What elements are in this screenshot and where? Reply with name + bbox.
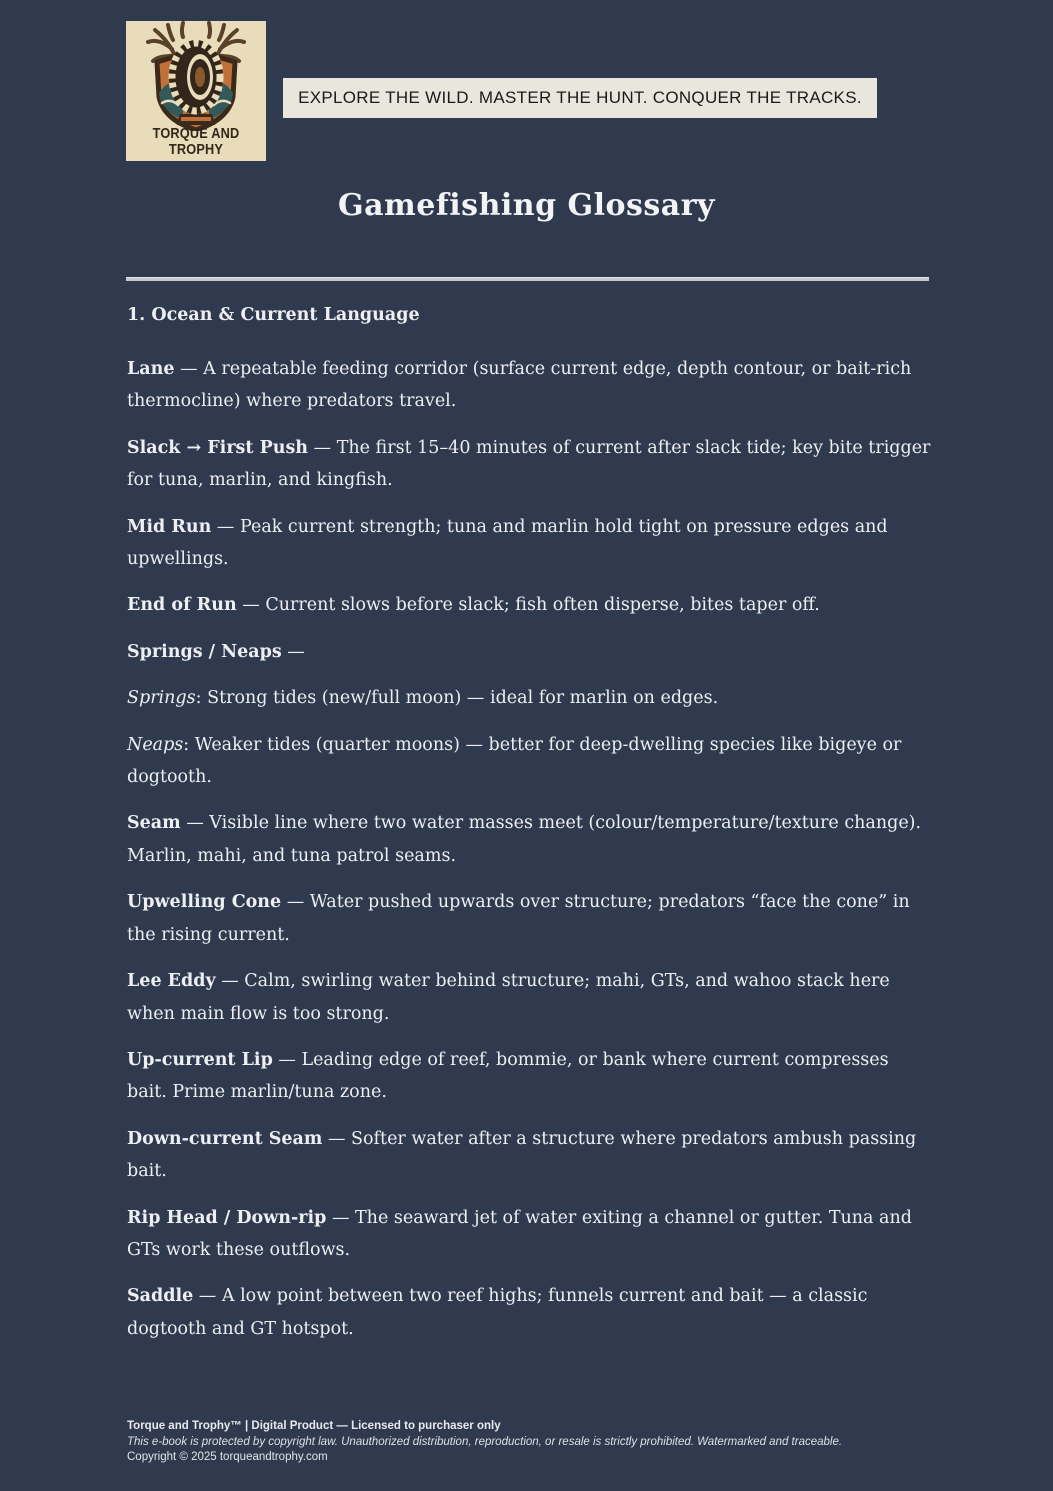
glossary-term: Down-current Seam — [127, 1128, 323, 1149]
glossary-separator: — — [272, 1049, 302, 1070]
glossary-content — [127, 303, 933, 1359]
glossary-entry — [127, 965, 933, 1030]
glossary-entry — [127, 1202, 933, 1267]
glossary-separator: — — [211, 516, 240, 537]
glossary-entry — [127, 432, 933, 497]
glossary-term: End of Run — [127, 595, 237, 616]
glossary-separator: — — [326, 1207, 355, 1228]
glossary-separator: — — [236, 595, 266, 616]
glossary-definition: Water pushed upwards over structure; predators “face the cone” in the rising current. — [127, 892, 910, 945]
glossary-term: Mid Run — [127, 516, 212, 537]
glossary-separator: — — [308, 437, 337, 458]
glossary-definition: Leading edge of reef, bommie, or bank where current compresses bait. Prime marlin/tuna zone. — [127, 1049, 889, 1103]
glossary-separator: — — [180, 813, 210, 834]
page-title: Gamefishing Glossary — [337, 188, 715, 223]
glossary-separator: — — [174, 359, 204, 379]
brand-name — [134, 127, 257, 158]
glossary-separator: : — [183, 734, 195, 755]
tire-antlers-badge-icon — [126, 21, 266, 131]
glossary-separator: — — [322, 1128, 352, 1149]
glossary-term: Rip Head / Down-rip — [127, 1207, 327, 1228]
glossary-entry — [127, 511, 933, 576]
footer-copyright-line: Copyright © 2025 torqueandtrophy.com — [127, 1451, 328, 1463]
glossary-entry — [127, 682, 933, 714]
glossary-definition: The first 15–40 minutes of current after slack tide; key bite trigger for tuna, marlin, and kingfish. — [127, 437, 931, 491]
glossary-definition: Current slows before slack; fish often disperse, bites taper off. — [265, 595, 820, 616]
glossary-entry — [127, 1044, 933, 1109]
glossary-entry — [127, 886, 933, 951]
glossary-separator: — — [281, 892, 310, 913]
glossary-term: Seam — [127, 813, 181, 834]
footer-license-line: Torque and Trophy™ | Digital Product — Licensed to purchaser only — [127, 1420, 501, 1432]
footer-copyright-notice: This e-book is protected by copyright law. Unauthorized distribution, reproduction, or resale is strictly prohibited. Watermarked and traceable. — [127, 1435, 843, 1448]
glossary-definition: The seaward jet of water exiting a channel or gutter. Tuna and GTs work these outflows. — [127, 1207, 912, 1260]
glossary-definition: Weaker tides (quarter moons) — better for deep-dwelling species like bigeye or dogtooth. — [127, 734, 902, 788]
glossary-entry — [127, 353, 933, 418]
glossary-term: Lane — [127, 359, 175, 379]
glossary-definition: Visible line where two water masses meet (colour/temperature/texture change). Marlin, mahi, and tuna patrol seams. — [127, 813, 922, 866]
glossary-separator: — — [193, 1286, 222, 1307]
brand-name-line2: TROPHY — [168, 141, 224, 158]
glossary-term: Springs — [127, 688, 196, 709]
glossary-term: Slack → First Push — [127, 437, 309, 458]
glossary-entry — [127, 636, 933, 668]
glossary-entry — [127, 1123, 933, 1188]
glossary-entry — [127, 1280, 933, 1345]
brand-logo — [126, 21, 266, 161]
tagline-banner — [283, 78, 877, 118]
glossary-definition: Calm, swirling water behind structure; mahi, GTs, and wahoo stack here when main flow is too strong. — [127, 971, 890, 1024]
glossary-definition: Peak current strength; tuna and marlin hold tight on pressure edges and upwellings. — [127, 516, 888, 570]
glossary-entry — [127, 589, 933, 621]
glossary-term: Up-current Lip — [127, 1049, 273, 1070]
glossary-definition: A low point between two reef highs; funnels current and bait — a classic dogtooth and GT hotspot. — [127, 1286, 868, 1339]
section-heading: 1. Ocean & Current Language — [127, 305, 420, 325]
glossary-term: Saddle — [127, 1286, 194, 1307]
brand-name-line1: TORQUE AND — [152, 126, 240, 142]
glossary-term: Neaps — [127, 734, 184, 755]
glossary-term: Lee Eddy — [127, 971, 216, 992]
glossary-definition: Strong tides (new/full moon) — ideal for marlin on edges. — [207, 688, 719, 709]
glossary-term: Springs / Neaps — [127, 641, 282, 662]
glossary-entry — [127, 807, 933, 872]
glossary-separator: — — [281, 641, 305, 662]
glossary-separator: — — [215, 971, 245, 992]
glossary-list — [127, 353, 933, 1345]
glossary-definition: Softer water after a structure where predators ambush passing bait. — [127, 1128, 917, 1182]
glossary-separator: : — [195, 688, 208, 709]
title-divider — [126, 277, 929, 281]
tagline-text: EXPLORE THE WILD. MASTER THE HUNT. CONQUER THE TRACKS. — [298, 88, 862, 107]
glossary-definition: A repeatable feeding corridor (surface current edge, depth contour, or bait-rich thermocline) where predators travel. — [127, 359, 912, 412]
glossary-term: Upwelling Cone — [127, 892, 282, 913]
glossary-entry — [127, 729, 933, 794]
page-footer — [127, 1419, 937, 1466]
